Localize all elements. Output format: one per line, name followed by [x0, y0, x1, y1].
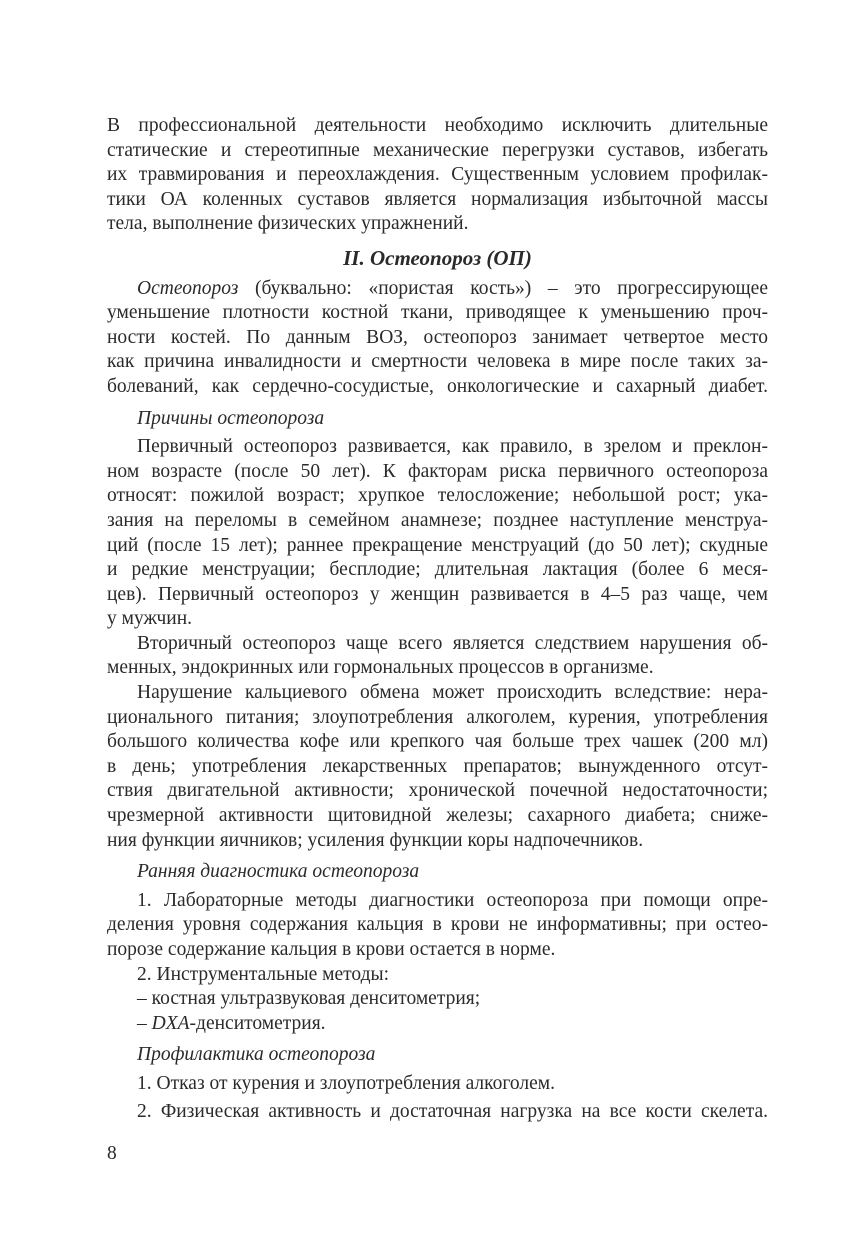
line-text: зания на переломы в семейном анамнезе; позднее наступление менструа- [107, 509, 768, 531]
line-text: Причины остеопороза [137, 407, 325, 429]
paragraph [107, 277, 768, 400]
line-text: уменьшение плотности костной ткани, приводящее к уменьшению проч- [107, 302, 768, 324]
text-line [107, 583, 768, 608]
line-text: 2. Физическая активность и достаточная нагрузка на все кости скелета. [137, 1100, 768, 1122]
line-text: В профессиональной деятельности необходимо исключить длительные [107, 115, 768, 136]
emphasized-term: DXA [151, 1012, 190, 1034]
paragraph [107, 1072, 768, 1097]
line-text: 1. Лабораторные методы диагностики остеопороза при помощи опре- [137, 889, 768, 911]
paragraph [107, 987, 768, 1012]
line-text: Вторичный остеопороз чаще всего является следствием нарушения об- [137, 632, 768, 654]
text-line [107, 509, 768, 534]
line-text: относят: пожилой возраст; хрупкое телосложение; небольшой рост; ука- [107, 485, 768, 507]
line-text: ций (после 15 лет); раннее прекращение менструаций (до 50 лет); скудные [107, 534, 768, 556]
paragraph [107, 435, 768, 632]
paragraph [107, 114, 768, 237]
text-line [107, 350, 768, 375]
line-text: Профилактика остеопороза [137, 1044, 376, 1066]
line-text: – костная ультразвуковая денситометрия; [137, 988, 481, 1010]
line-text: – [137, 1012, 152, 1034]
line-text: и редкие менструации; бесплодие; длительная лактация (более 6 меся- [107, 559, 768, 581]
page-number: 8 [107, 1143, 117, 1164]
text-line [107, 212, 768, 237]
text-line [107, 301, 768, 326]
line-text: чрезмерной активности щитовидной железы; сахарного диабета; сниже- [107, 805, 768, 827]
line-text: тики ОА коленных суставов является нормализация избыточной массы [107, 188, 768, 210]
subheading [107, 1043, 768, 1068]
line-text: статические и стереотипные механические перегрузки суставов, избегать [107, 139, 768, 161]
line-text: 2. Инструментальные методы: [137, 963, 390, 985]
text-line [107, 829, 768, 854]
text-line [107, 188, 768, 213]
text-line [107, 139, 768, 164]
line-text: болеваний, как сердечно-сосудистые, онкологические и сахарный диабет. [107, 375, 768, 397]
line-text: Нарушение кальциевого обмена может происходить вследствие: нера- [137, 682, 768, 704]
text-line [107, 706, 768, 731]
line-text: как причина инвалидности и смертности человека в мире после таких за- [107, 351, 768, 373]
line-text: у мужчин. [107, 608, 192, 630]
subheading [107, 860, 768, 885]
text-line [107, 632, 768, 657]
line-text: деления уровня содержания кальция в крови не информативны; при остео- [107, 914, 768, 936]
text-line [107, 779, 768, 804]
text-line [107, 681, 768, 706]
text-line [107, 1043, 768, 1068]
paragraph [107, 963, 768, 988]
text-line [107, 246, 768, 271]
line-text: II. Остеопороз (ОП) [343, 245, 532, 270]
line-text: в день; употребления лекарственных препаратов; вынужденного отсут- [107, 755, 768, 777]
text-line [107, 860, 768, 885]
text-line [107, 963, 768, 988]
emphasized-term: Остеопороз [137, 277, 239, 299]
line-text: Ранняя диагностика остеопороза [137, 861, 420, 883]
section-heading [107, 246, 768, 271]
text-line [107, 460, 768, 485]
line-text: Первичный остеопороз развивается, как правило, в зрелом и преклон- [137, 436, 768, 458]
line-text: (буквально: «пористая кость») – это прогрессирующее [238, 277, 768, 299]
paragraph [107, 632, 768, 681]
text-line [107, 326, 768, 351]
text-line [107, 114, 768, 139]
paragraph [107, 889, 768, 963]
line-text: ствия двигательной активности; хронической почечной недостаточности; [107, 780, 768, 802]
line-text: ния функции яичников; усиления функции коры надпочечников. [107, 829, 644, 851]
text-line [107, 277, 768, 302]
line-text: цев). Первичный остеопороз у женщин развивается в 4–5 раз чаще, чем [107, 583, 768, 605]
line-text: ном возрасте (после 50 лет). К факторам риска первичного остеопороза [107, 460, 768, 482]
text-line [107, 938, 768, 963]
line-text: -денситометрия. [189, 1012, 326, 1034]
text-line [107, 804, 768, 829]
paragraph [107, 1012, 768, 1037]
subheading [107, 407, 768, 432]
line-text: большого количества кофе или крепкого чая больше трех чашек (200 мл) [107, 731, 768, 753]
line-text: менных, эндокринных или гормональных процессов в организме. [107, 657, 654, 679]
document-body [107, 114, 768, 1124]
line-text: порозе содержание кальция в крови остается в норме. [107, 939, 556, 960]
line-text: тела, выполнение физических упражнений. [107, 213, 469, 235]
text-line [107, 889, 768, 914]
text-line [107, 656, 768, 681]
line-text: 1. Отказ от курения и злоупотребления алкоголем. [137, 1072, 556, 1094]
text-line [107, 1072, 768, 1097]
text-line [107, 407, 768, 432]
paragraph [107, 1100, 768, 1125]
text-line [107, 755, 768, 780]
text-line [107, 607, 768, 632]
text-line [107, 163, 768, 188]
line-text: ности костей. По данным ВОЗ, остеопороз занимает четвертое место [107, 326, 768, 348]
text-line [107, 913, 768, 938]
line-text: их травмирования и переохлаждения. Существенным условием профилак- [107, 164, 768, 186]
text-line [107, 484, 768, 509]
text-line [107, 1100, 768, 1125]
text-line [107, 730, 768, 755]
text-line [107, 375, 768, 400]
text-line [107, 435, 768, 460]
text-line [107, 534, 768, 559]
text-line [107, 558, 768, 583]
paragraph [107, 681, 768, 853]
text-line [107, 1012, 768, 1037]
line-text: ционального питания; злоупотребления алкоголем, курения, употребления [107, 706, 768, 728]
text-line [107, 987, 768, 1012]
